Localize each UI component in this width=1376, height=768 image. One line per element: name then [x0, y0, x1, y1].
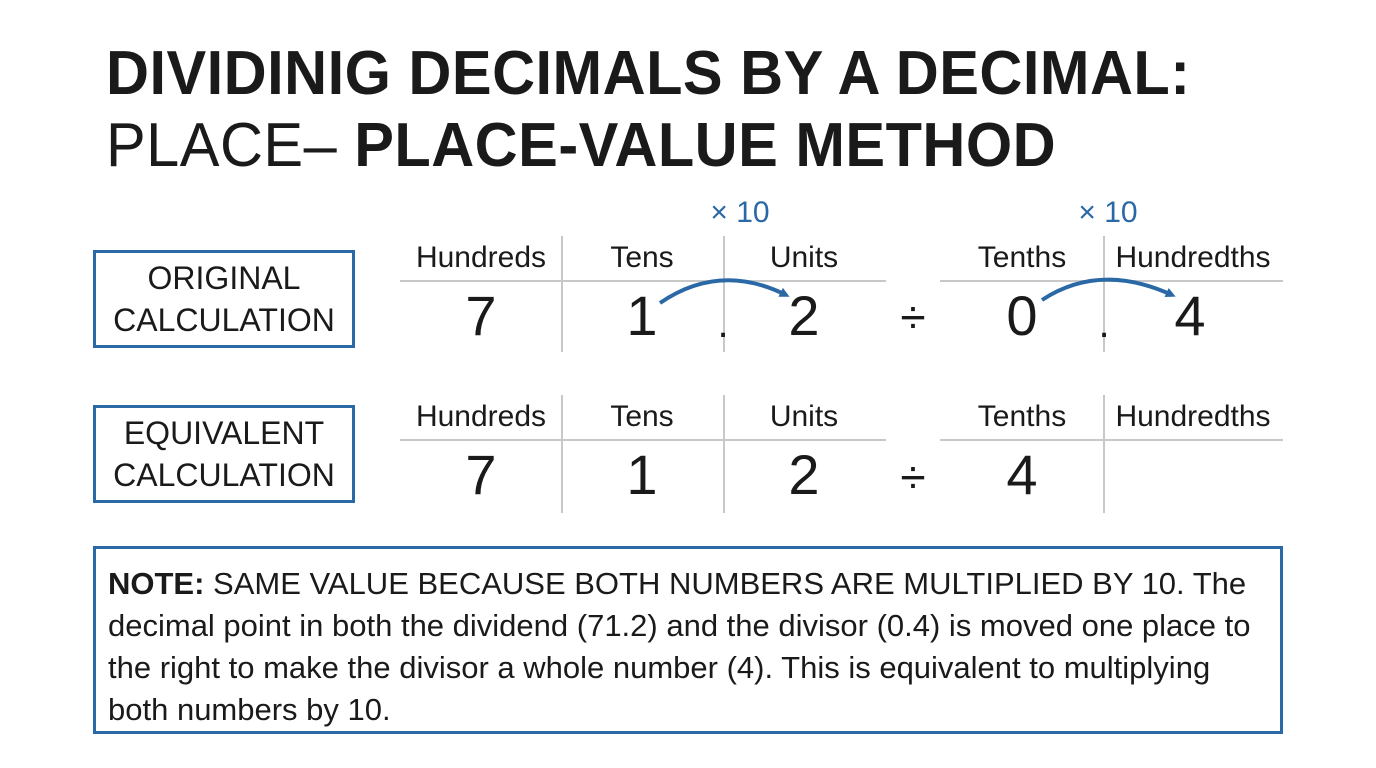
row1-header-tens: Tens	[610, 241, 674, 274]
title-line-2-lead: PLACE–	[106, 111, 338, 180]
row2-division-sign: ÷	[900, 451, 926, 503]
note-text: SAME VALUE BECAUSE BOTH NUMBERS ARE MULTIPLIED BY 10. The decimal point in both the dividend (71.2) and the divisor (0.4) is moved one place to the right to make the divisor a whole number (4). This is equivalent to multiplying both numbers by 10.	[108, 566, 1251, 727]
divisor-shift-arrow	[1042, 280, 1172, 300]
title-line-1: DIVIDINIG DECIMALS BY A DECIMAL:	[106, 39, 1191, 108]
row1-decimal-point-divisor: .	[1098, 302, 1110, 346]
row1-header-hundreds: Hundreds	[415, 241, 547, 274]
row2-digit-tens: 1	[626, 443, 658, 506]
equivalent-label-line-2: CALCULATION	[113, 457, 335, 493]
row2-header-tenths: Tenths	[977, 400, 1067, 433]
row2-header-hundreds: Hundreds	[415, 400, 547, 433]
original-label-line-2: CALCULATION	[113, 302, 335, 338]
row1-header-hundredths: Hundredths	[1115, 241, 1271, 274]
original-label-line-1: ORIGINAL	[147, 260, 301, 296]
multiplier-label-divisor: × 10	[1078, 196, 1138, 229]
row1-decimal-point-dividend: .	[717, 302, 729, 346]
row1-digit-divisor-tenths: 4	[1174, 284, 1206, 347]
row1-header-tenths: Tenths	[977, 241, 1067, 274]
row2-digit-divisor: 4	[1006, 443, 1038, 506]
row1-digit-hundreds: 7	[465, 284, 497, 347]
equivalent-label-line-1: EQUIVALENT	[123, 415, 325, 451]
row2-digit-hundreds: 7	[465, 443, 497, 506]
multiplier-label-dividend: × 10	[710, 196, 770, 229]
row2-header-units: Units	[769, 400, 839, 433]
dividend-shift-arrow	[660, 280, 786, 303]
title-line-2-main: PLACE-VALUE METHOD	[337, 111, 1057, 180]
row2-header-tens: Tens	[610, 400, 674, 433]
row1-digit-units: 2	[788, 284, 820, 347]
row1-header-units: Units	[769, 241, 839, 274]
note-label: NOTE:	[108, 566, 205, 601]
note-box	[93, 546, 1283, 734]
row2-header-hundredths: Hundredths	[1115, 400, 1271, 433]
row1-digit-divisor-units: 0	[1006, 284, 1038, 347]
row1-digit-tens: 1	[626, 284, 658, 347]
row1-division-sign: ÷	[900, 291, 926, 343]
row2-digit-units: 2	[788, 443, 820, 506]
